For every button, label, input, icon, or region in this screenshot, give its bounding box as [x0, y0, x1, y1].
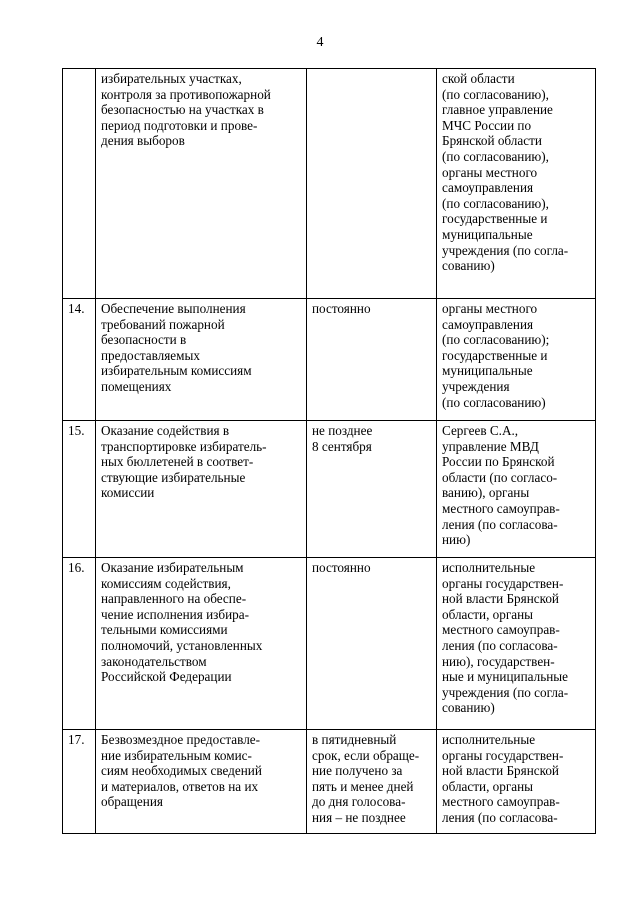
row-number: 14. [63, 299, 96, 421]
row-number: 17. [63, 730, 96, 834]
measure-cell: Обеспечение выполнения требований пожарной безопасности в предоставляемых избирательным комиссиям помещениях [96, 299, 307, 421]
measure-cell: избирательных участках, контроля за противопожарной безопасностью на участках в период подготовки и прове- дения выборов [96, 69, 307, 299]
measures-table [62, 68, 596, 834]
responsible-cell: ской области (по согласованию), главное управление МЧС России по Брянской области (по согласованию), органы местного самоуправления (по согласованию), государственные и муниципальные учреждения (по согла- сованию) [437, 69, 596, 299]
term-cell: не позднее 8 сентября [307, 421, 437, 558]
table-row [63, 558, 596, 730]
measure-cell: Оказание избирательным комиссиям содействия, направленного на обеспе- чение исполнения избира- тельными комиссиями полномочий, установленных законодательством Российской Федерации [96, 558, 307, 730]
row-number [63, 69, 96, 299]
table-row [63, 421, 596, 558]
responsible-cell: исполнительные органы государствен- ной власти Брянской области, органы местного самоуправ- ления (по согласова- [437, 730, 596, 834]
table-row [63, 730, 596, 834]
measure-cell: Безвозмездное предоставле- ние избирательным комис- сиям необходимых сведений и материалов, ответов на их обращения [96, 730, 307, 834]
term-cell: в пятидневный срок, если обраще- ние получено за пять и менее дней до дня голосова- ния – не позднее [307, 730, 437, 834]
term-cell: постоянно [307, 299, 437, 421]
responsible-cell: исполнительные органы государствен- ной власти Брянской области, органы местного самоуправ- ления (по согласова- нию), государствен- ные и муниципальные учреждения (по согла- сованию) [437, 558, 596, 730]
term-cell [307, 69, 437, 299]
row-number: 15. [63, 421, 96, 558]
table-row [63, 69, 596, 299]
responsible-cell: Сергеев С.А., управление МВД России по Брянской области (по согласо- ванию), органы местного самоуправ- ления (по согласова- нию) [437, 421, 596, 558]
row-number: 16. [63, 558, 96, 730]
responsible-cell: органы местного самоуправления (по согласованию); государственные и муниципальные учреждения (по согласованию) [437, 299, 596, 421]
measure-cell: Оказание содействия в транспортировке избиратель- ных бюллетеней в соответ- ствующие избирательные комиссии [96, 421, 307, 558]
table-row [63, 299, 596, 421]
page-number: 4 [316, 35, 324, 50]
term-cell: постоянно [307, 558, 437, 730]
